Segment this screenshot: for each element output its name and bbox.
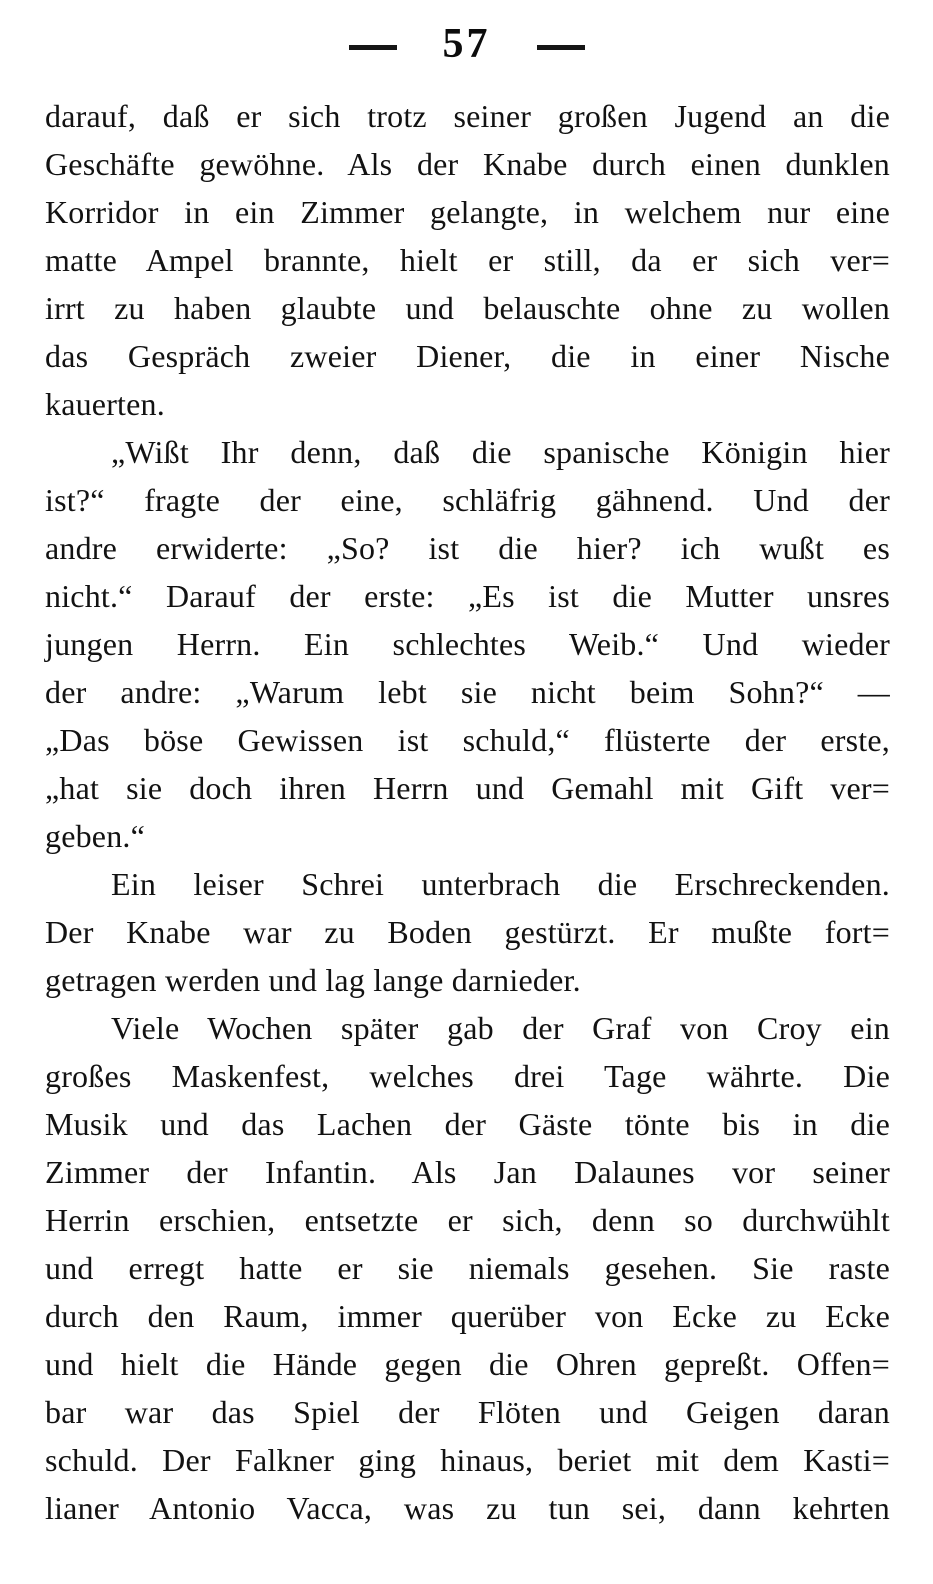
- text-line: der andre: „Warum lebt sie nicht beim Sohn?“ —: [45, 674, 890, 710]
- text-line: das Gespräch zweier Diener, die in einer Nische: [45, 338, 890, 374]
- text-line: Ein leiser Schrei unterbrach die Erschreckenden.: [111, 866, 890, 902]
- text-line: ist?“ fragte der eine, schläfrig gähnend. Und der: [45, 482, 890, 518]
- text-line: lianer Antonio Vacca, was zu tun sei, dann kehrten: [45, 1490, 890, 1526]
- text-line: Herrin erschien, entsetzte er sich, denn so durchwühlt: [45, 1202, 890, 1238]
- text-line: andre erwiderte: „So? ist die hier? ich wußt es: [45, 530, 890, 566]
- text-line: darauf, daß er sich trotz seiner großen Jugend an die: [45, 98, 890, 134]
- text-line: Musik und das Lachen der Gäste tönte bis in die: [45, 1106, 890, 1142]
- text-line: nicht.“ Darauf der erste: „Es ist die Mutter unsres: [45, 578, 890, 614]
- text-line: großes Maskenfest, welches drei Tage währte. Die: [45, 1058, 890, 1094]
- text-line: getragen werden und lag lange darnieder.: [45, 962, 581, 998]
- page-header: [0, 16, 933, 72]
- text-line: und erregt hatte er sie niemals gesehen. Sie raste: [45, 1250, 890, 1286]
- paragraph: [45, 92, 890, 428]
- text-line: Zimmer der Infantin. Als Jan Dalaunes vor seiner: [45, 1154, 890, 1190]
- header-rule-right: [537, 45, 585, 50]
- page-number: 57: [442, 21, 491, 67]
- text-line: Geschäfte gewöhne. Als der Knabe durch einen dunklen: [45, 146, 890, 182]
- text-line: „hat sie doch ihren Herrn und Gemahl mit Gift ver=: [45, 770, 890, 806]
- text-line: „Wißt Ihr denn, daß die spanische Königin hier: [111, 434, 890, 470]
- text-column: [45, 92, 890, 1532]
- text-line: und hielt die Hände gegen die Ohren gepreßt. Offen=: [45, 1346, 890, 1382]
- paragraph: [45, 428, 890, 860]
- text-line: matte Ampel brannte, hielt er still, da er sich ver=: [45, 242, 890, 278]
- text-line: „Das böse Gewissen ist schuld,“ flüsterte der erste,: [45, 722, 890, 758]
- text-line: Korridor in ein Zimmer gelangte, in welchem nur eine: [45, 194, 890, 230]
- text-line: schuld. Der Falkner ging hinaus, beriet mit dem Kasti=: [45, 1442, 890, 1478]
- text-line: Der Knabe war zu Boden gestürzt. Er mußte fort=: [45, 914, 890, 950]
- paragraph: [45, 1004, 890, 1532]
- paragraph: [45, 860, 890, 1004]
- header-rule-left: [349, 45, 397, 50]
- text-line: jungen Herrn. Ein schlechtes Weib.“ Und wieder: [45, 626, 890, 662]
- text-line: irrt zu haben glaubte und belauschte ohne zu wollen: [45, 290, 890, 326]
- text-line: durch den Raum, immer querüber von Ecke zu Ecke: [45, 1298, 890, 1334]
- text-line: kauerten.: [45, 386, 165, 422]
- text-line: bar war das Spiel der Flöten und Geigen daran: [45, 1394, 890, 1430]
- text-line: geben.“: [45, 818, 146, 854]
- text-line: Viele Wochen später gab der Graf von Croy ein: [111, 1010, 890, 1046]
